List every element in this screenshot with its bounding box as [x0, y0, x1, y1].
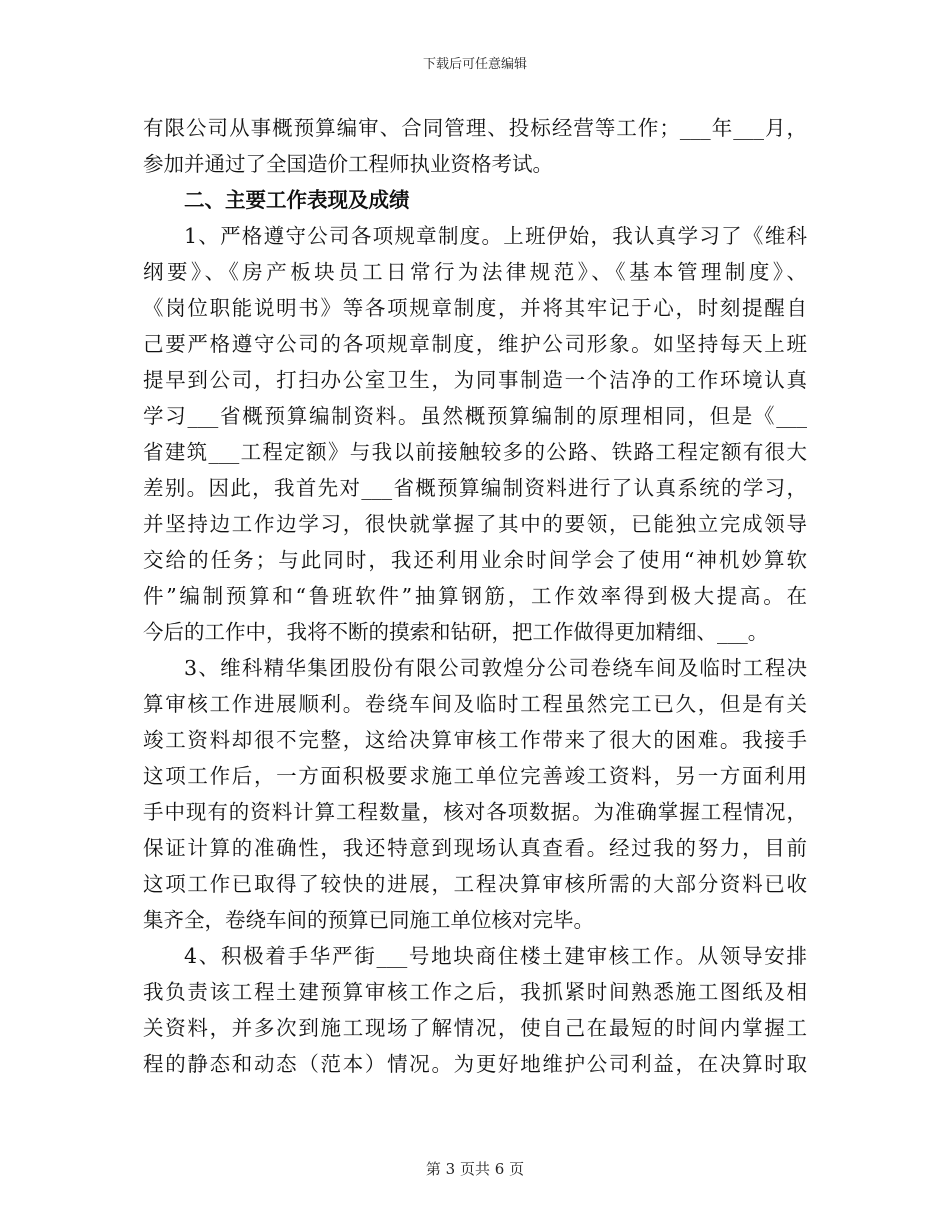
text-line: 《岗位职能说明书》等各项规章制度，并将其牢记于心，时刻提醒自	[143, 296, 807, 320]
text-line: 算审核工作进展顺利。卷绕车间及临时工程虽然完工已久，但是有关	[143, 692, 807, 716]
text-line: 省建筑___工程定额》与我以前接触较多的公路、铁路工程定额有很大	[143, 440, 807, 464]
text-line: 手中现有的资料计算工程数量，核对各项数据。为准确掌握工程情况，	[143, 800, 807, 824]
text-line: 交给的任务；与此同时，我还利用业余时间学会了使用“神机妙算软	[143, 548, 807, 572]
text-line: 程的静态和动态（范本）情况。为更好地维护公司利益，在决算时取	[143, 1052, 807, 1076]
text-line: 竣工资料却很不完整，这给决算审核工作带来了很大的困难。我接手	[143, 728, 807, 752]
text-line: 这项工作已取得了较快的进展，工程决算审核所需的大部分资料已收	[143, 872, 807, 896]
text-line: 我负责该工程土建预算审核工作之后，我抓紧时间熟悉施工图纸及相	[143, 980, 807, 1004]
text-line: 关资料，并多次到施工现场了解情况，使自己在最短的时间内掌握工	[143, 1016, 807, 1040]
text-line: 己要严格遵守公司的各项规章制度，维护公司形象。如坚持每天上班	[143, 332, 807, 356]
text-line: 差别。因此，我首先对___省概预算编制资料进行了认真系统的学习，	[143, 476, 807, 500]
section-heading: 二、主要工作表现及成绩	[184, 188, 410, 212]
text-line: 件”编制预算和“鲁班软件”抽算钢筋，工作效率得到极大提高。在	[143, 584, 807, 608]
text-line: 保证计算的准确性，我还特意到现场认真查看。经过我的努力，目前	[143, 836, 807, 860]
text-line: 4、积极着手华严街___号地块商住楼土建审核工作。从领导安排	[184, 944, 807, 968]
text-line: 今后的工作中，我将不断的摸索和钻研，把工作做得更加精细、___。	[143, 620, 769, 644]
text-line: 3、维科精华集团股份有限公司敦煌分公司卷绕车间及临时工程决	[184, 656, 807, 680]
text-line: 参加并通过了全国造价工程师执业资格考试。	[143, 152, 553, 176]
text-line: 1、严格遵守公司各项规章制度。上班伊始，我认真学习了《维科	[184, 224, 807, 248]
text-line: 这项工作后，一方面积极要求施工单位完善竣工资料，另一方面利用	[143, 764, 807, 788]
text-line: 学习___省概预算编制资料。虽然概预算编制的原理相同，但是《___	[143, 404, 807, 428]
page-header: 下载后可任意编辑	[422, 57, 527, 72]
page-footer: 第 3 页共 6 页	[425, 1160, 525, 1178]
text-line: 纲要》、《房产板块员工日常行为法律规范》、《基本管理制度》、	[143, 260, 807, 284]
text-line: 提早到公司，打扫办公室卫生，为同事制造一个洁净的工作环境认真	[143, 368, 807, 392]
text-line: 有限公司从事概预算编审、合同管理、投标经营等工作；___年___月，	[143, 116, 807, 140]
text-line: 并坚持边工作边学习，很快就掌握了其中的要领，已能独立完成领导	[143, 512, 807, 536]
text-line: 集齐全，卷绕车间的预算已同施工单位核对完毕。	[143, 908, 594, 932]
document-body	[143, 110, 807, 1082]
